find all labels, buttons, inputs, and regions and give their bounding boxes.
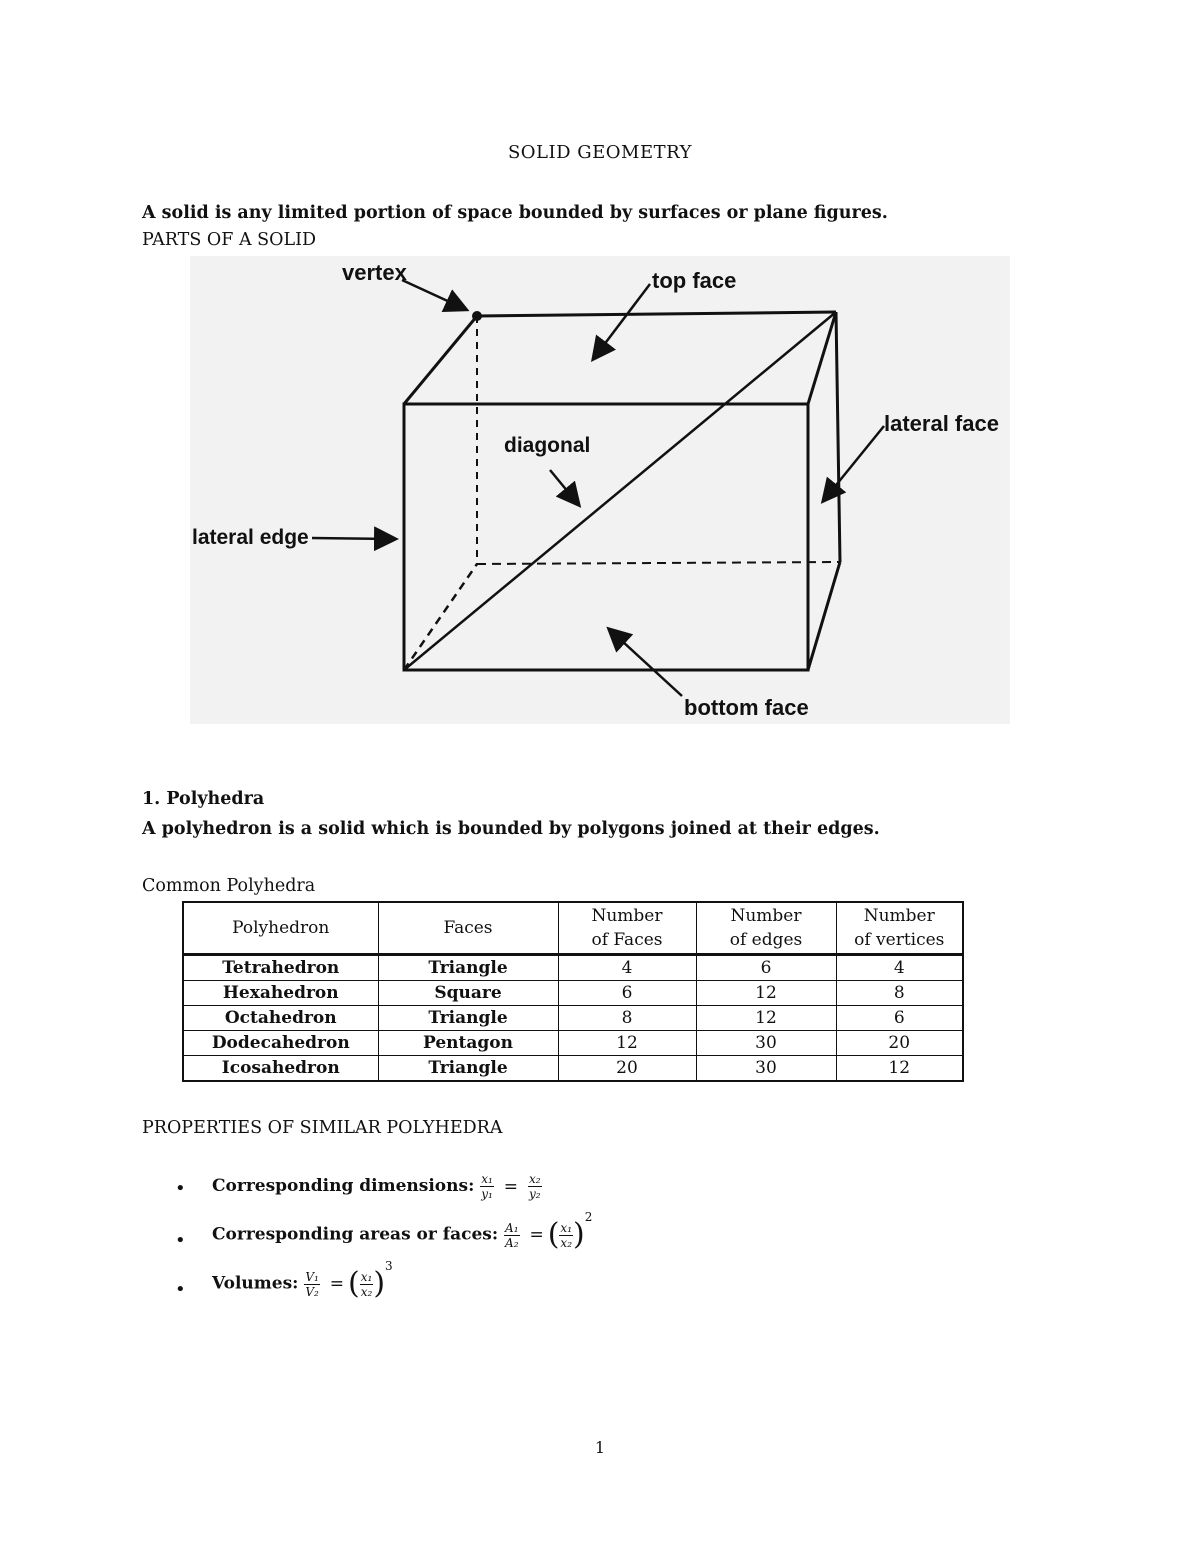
cell-num-faces: 8 <box>558 1006 696 1031</box>
table-header-row <box>183 902 963 955</box>
bullet-dot: • <box>175 1230 186 1251</box>
solid-parts-figure <box>190 256 1010 724</box>
property-label: Volumes: <box>212 1273 299 1294</box>
label-diagonal: diagonal <box>504 434 591 457</box>
equals-sign: = <box>503 1176 519 1197</box>
fraction-lhs: $\frac{\text{V₁}}{\text{V₂}}$ <box>305 1269 319 1299</box>
cell-num-faces: 4 <box>558 955 696 981</box>
close-paren: ) <box>373 1266 386 1301</box>
cell-num-edges: 30 <box>696 1056 836 1082</box>
cell-polyhedron: Dodecahedron <box>183 1031 378 1056</box>
fraction-lhs: $\frac{\text{x₁}}{\text{y₁}}$ <box>481 1172 493 1201</box>
table-row <box>183 955 963 981</box>
properties-heading: PROPERTIES OF SIMILAR POLYHEDRA <box>142 1118 503 1138</box>
cell-num-edges: 30 <box>696 1031 836 1056</box>
cell-polyhedron: Octahedron <box>183 1006 378 1031</box>
header-num-faces: Number of Faces <box>558 902 696 955</box>
bullet-dot: • <box>175 1279 186 1300</box>
open-paren: ( <box>547 1217 560 1252</box>
header-num-edges: Number of edges <box>696 902 836 955</box>
parts-heading: PARTS OF A SOLID <box>142 230 317 250</box>
exponent: 3 <box>385 1259 393 1273</box>
property-volumes <box>212 1259 393 1301</box>
figure-background <box>190 256 1010 724</box>
bullet-dot: • <box>175 1178 186 1199</box>
arrow-lateral-edge <box>312 538 394 539</box>
property-label: Corresponding areas or faces: <box>212 1224 499 1245</box>
polyhedra-table <box>182 901 964 1082</box>
cell-num-vertices: 20 <box>836 1031 963 1056</box>
fraction-rhs: $\frac{\text{x₁}}{\text{x₂}}$ <box>360 1269 373 1299</box>
label-top-face: top face <box>652 268 737 293</box>
cell-polyhedron: Icosahedron <box>183 1056 378 1082</box>
cell-face: Triangle <box>378 1006 558 1031</box>
section1-definition: A polyhedron is a solid which is bounded by polygons joined at their edges. <box>142 819 880 839</box>
header-faces: Faces <box>378 902 558 955</box>
property-dimensions <box>212 1172 542 1201</box>
label-vertex: vertex <box>342 260 407 285</box>
cell-num-vertices: 8 <box>836 981 963 1006</box>
exponent: 2 <box>584 1210 593 1224</box>
cell-num-vertices: 4 <box>836 955 963 981</box>
header-num-vertices: Number of vertices <box>836 902 963 955</box>
cell-num-edges: 12 <box>696 981 836 1006</box>
fraction-rhs: $\frac{\text{x₂}}{\text{y₂}}$ <box>528 1172 541 1201</box>
fraction-rhs: $\frac{\text{x₁}}{\text{x₂}}$ <box>560 1220 572 1250</box>
intro-text: A solid is any limited portion of space bounded by surfaces or plane figures. <box>142 203 888 223</box>
cell-num-faces: 12 <box>558 1031 696 1056</box>
page-number: 1 <box>594 1438 606 1457</box>
page-title: SOLID GEOMETRY <box>507 142 693 163</box>
cell-num-faces: 20 <box>558 1056 696 1082</box>
property-label: Corresponding dimensions: <box>212 1176 475 1196</box>
cell-polyhedron: Tetrahedron <box>183 955 378 981</box>
close-paren: ) <box>573 1217 585 1252</box>
cell-num-edges: 12 <box>696 1006 836 1031</box>
cell-face: Square <box>378 981 558 1006</box>
table-row <box>183 1031 963 1056</box>
cell-num-vertices: 12 <box>836 1056 963 1082</box>
cell-num-edges: 6 <box>696 955 836 981</box>
table-row <box>183 1056 963 1082</box>
cell-polyhedron: Hexahedron <box>183 981 378 1006</box>
label-bottom-face: bottom face <box>684 695 809 720</box>
table-row <box>183 1006 963 1031</box>
label-lateral-edge: lateral edge <box>192 526 309 549</box>
cell-num-faces: 6 <box>558 981 696 1006</box>
equals-sign: = <box>329 1274 345 1294</box>
equals-sign: = <box>529 1225 544 1245</box>
property-areas <box>212 1210 593 1252</box>
table-caption: Common Polyhedra <box>142 876 316 896</box>
cell-num-vertices: 6 <box>836 1006 963 1031</box>
label-lateral-face: lateral face <box>884 411 999 436</box>
header-polyhedron: Polyhedron <box>183 902 378 955</box>
table-row <box>183 981 963 1006</box>
cell-face: Triangle <box>378 1056 558 1082</box>
cell-face: Triangle <box>378 955 558 981</box>
cell-face: Pentagon <box>378 1031 558 1056</box>
vertex-dot <box>472 311 482 321</box>
open-paren: ( <box>348 1266 360 1301</box>
fraction-lhs: $\frac{\text{A₁}}{\text{A₂}}$ <box>505 1220 519 1250</box>
section1-heading: 1. Polyhedra <box>142 789 265 809</box>
